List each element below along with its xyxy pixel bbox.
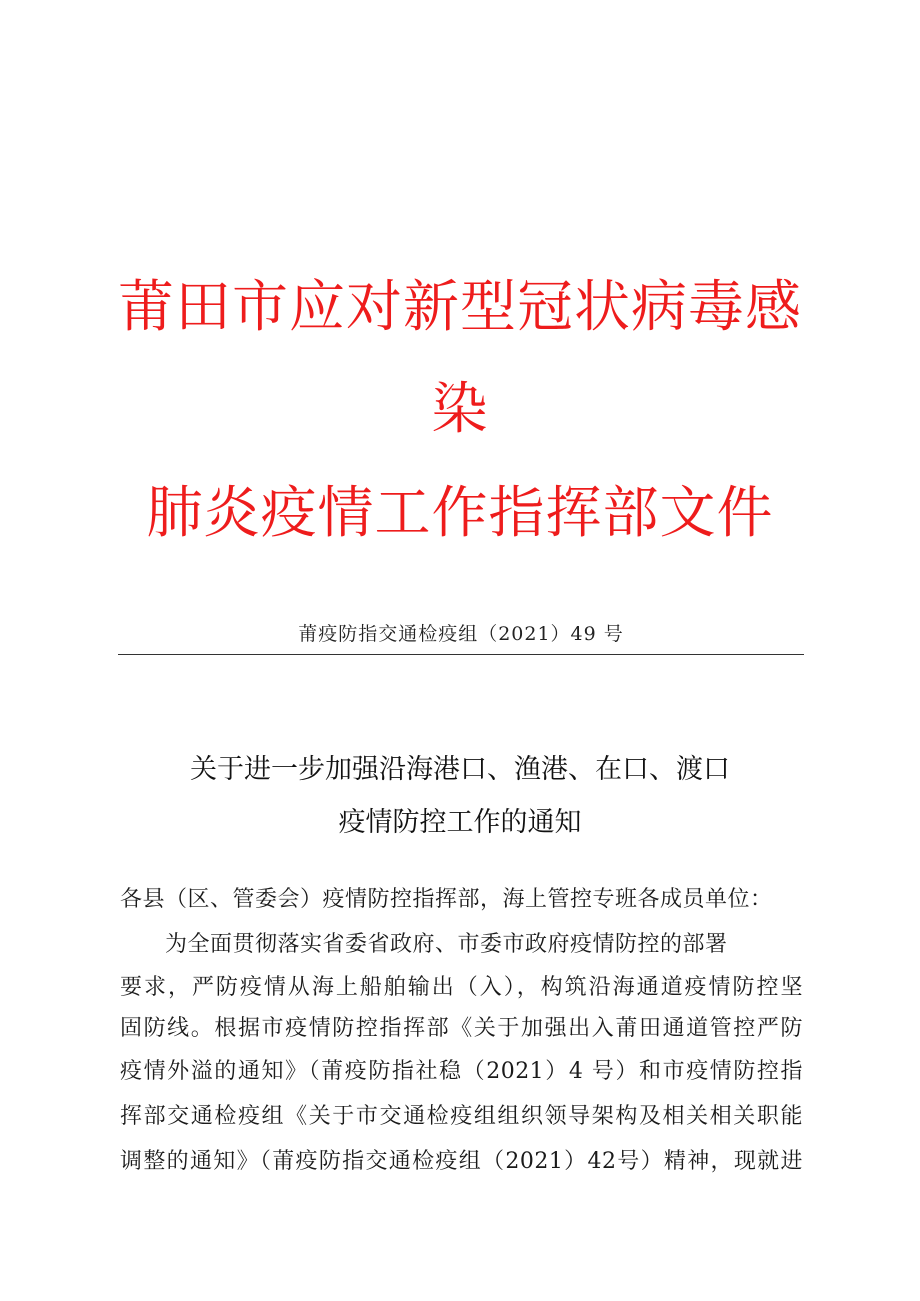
paragraph-line-5: 挥部交通检疫组《关于市交通检疫组组织领导架构及相关相关职能 bbox=[120, 1104, 803, 1129]
document-header-title-line-1: 莆田市应对新型冠状病毒感 bbox=[118, 275, 802, 340]
paragraph-line-6: 调整的通知》（莆疫防指交通检疫组（2021）42号）精神，现就进 bbox=[120, 1149, 803, 1174]
document-number: 莆疫防指交通检疫组（2021）49 号 bbox=[298, 623, 624, 645]
notice-title-line-2: 疫情防控工作的通知 bbox=[338, 807, 582, 838]
document-header-title-line-3: 肺炎疫情工作指挥部文件 bbox=[146, 481, 774, 546]
notice-title-line-1: 关于进一步加强沿海港口、渔港、在口、渡口 bbox=[190, 754, 730, 785]
paragraph-line-2: 要求，严防疫情从海上船舶输出（入），构筑沿海通道疫情防控坚 bbox=[120, 975, 803, 1000]
header-divider-line bbox=[118, 654, 804, 655]
paragraph-line-3: 固防线。根据市疫情防控指挥部《关于加强出入莆田通道管控严防 bbox=[120, 1016, 803, 1041]
document-header-title-line-2: 染 bbox=[431, 377, 489, 442]
paragraph-line-4: 疫情外溢的通知》（莆疫防指社稳（2021）4 号）和市疫情防控指 bbox=[120, 1059, 803, 1084]
paragraph-line-1: 为全面贯彻落实省委省政府、市委市政府疫情防控的部署 bbox=[165, 932, 728, 957]
salutation: 各县（区、管委会）疫情防控指挥部，海上管控专班各成员单位： bbox=[120, 887, 773, 912]
